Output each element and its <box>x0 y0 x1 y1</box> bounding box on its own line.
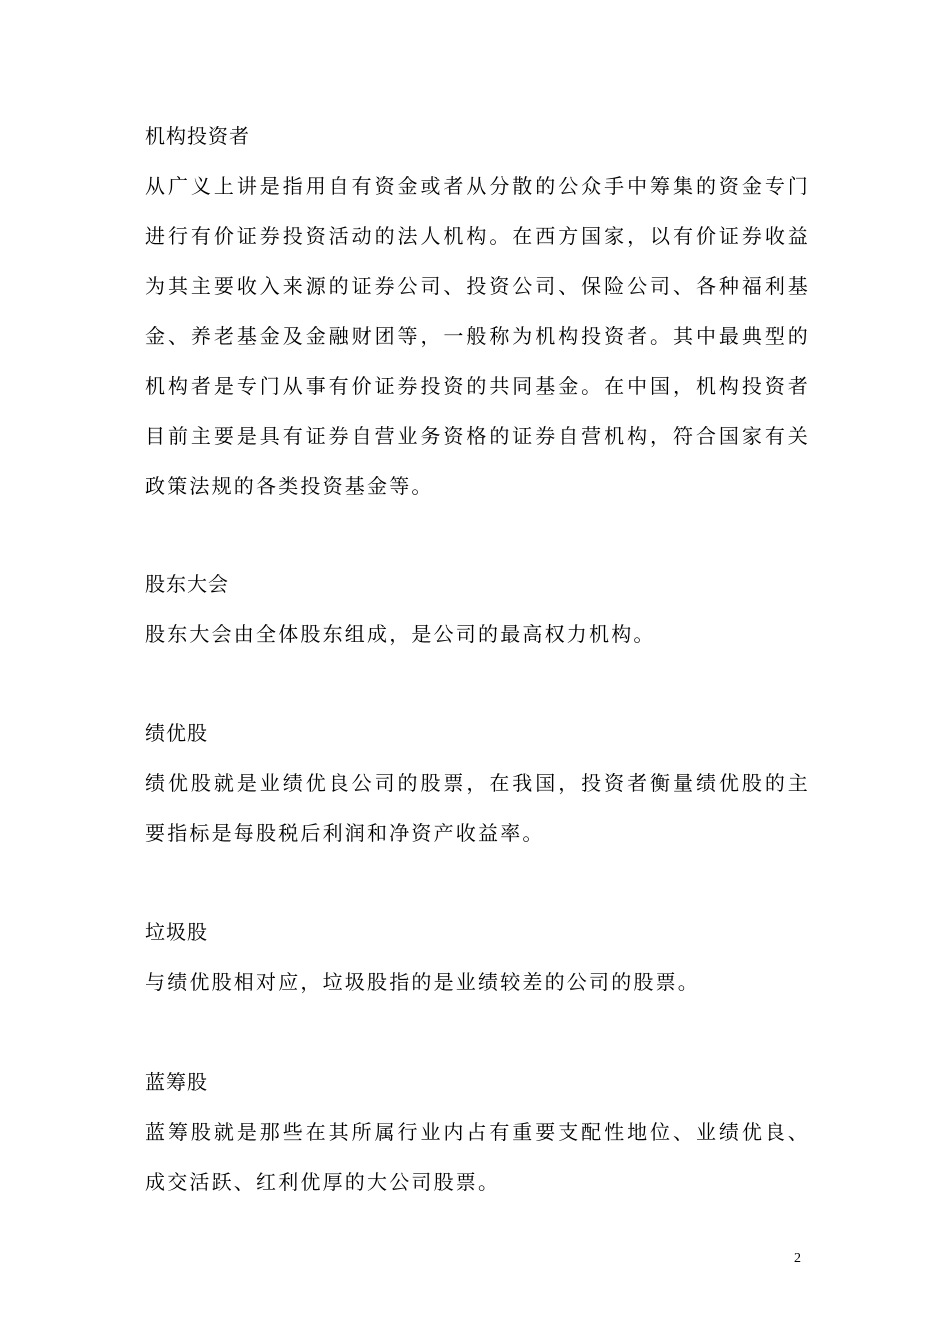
page-number: 2 <box>794 1251 801 1266</box>
definition-junk-stock: 与绩优股相对应，垃圾股指的是业绩较差的公司的股票。 <box>145 970 700 994</box>
definition-blue-chip-stock: 蓝筹股就是那些在其所属行业内占有重要支配性地位、业绩优良、成交活跃、红利优厚的大公司股票。 <box>145 1120 810 1194</box>
term-heading-shareholders-meeting: 股东大会 <box>145 572 229 596</box>
definition-shareholders-meeting: 股东大会由全体股东组成，是公司的最高权力机构。 <box>145 622 656 646</box>
term-heading-blue-chip-stock: 蓝筹股 <box>145 1070 208 1094</box>
term-heading-institutional-investor: 机构投资者 <box>145 124 250 148</box>
term-heading-junk-stock: 垃圾股 <box>145 920 208 944</box>
term-heading-blue-performance-stock: 绩优股 <box>145 721 208 745</box>
definition-institutional-investor: 从广义上讲是指用自有资金或者从分散的公众手中筹集的资金专门进行有价证券投资活动的法人机构。在西方国家，以有价证券收益为其主要收入来源的证券公司、投资公司、保险公司、各种福利基金、养老基金及金融财团等，一般称为机构投资者。其中最典型的机构者是专门从事有价证券投资的共同基金。在中国，机构投资者目前主要是具有证券自营业务资格的证券自营机构，符合国家有关政策法规的各类投资基金等。 <box>145 174 810 498</box>
definition-blue-performance-stock: 绩优股就是业绩优良公司的股票，在我国，投资者衡量绩优股的主要指标是每股税后利润和净资产收益率。 <box>145 771 810 845</box>
